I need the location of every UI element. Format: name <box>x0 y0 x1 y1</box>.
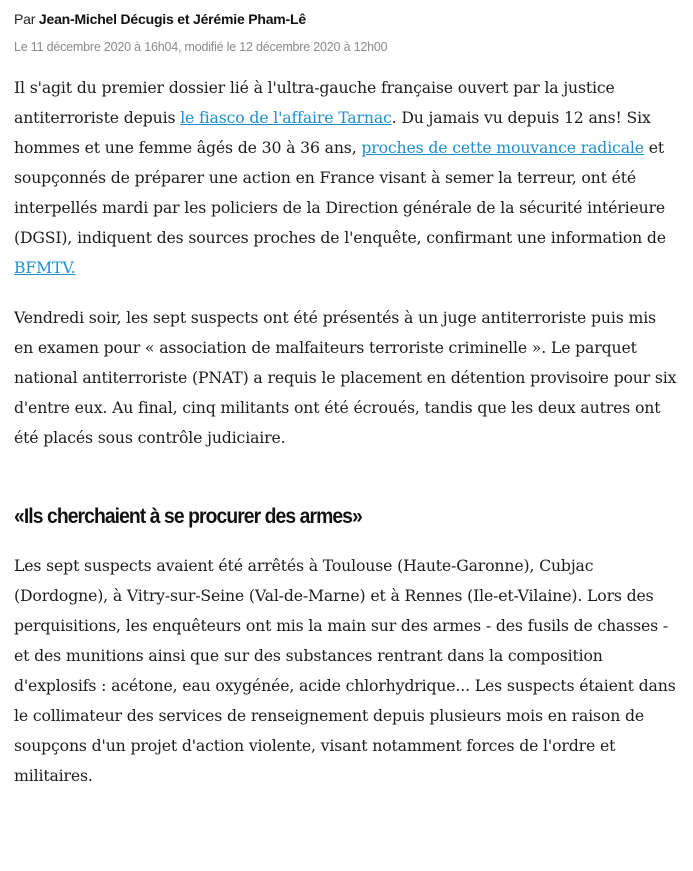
section-subheading: «Ils cherchaient à se procurer des armes» <box>14 505 362 528</box>
article <box>14 0 678 791</box>
paragraph-1-text-3: et soupçonnés de préparer une action en France visant à semer la terreur, ont été interpellés mardi par les policiers de la Direction générale de la sécurité intérieure (DGSI), indiquent des sources proches de l'enquête, confirmant une information de <box>14 138 666 247</box>
paragraph-1-text-1: Il s'agit du premier dossier lié à l'ultra-gauche française ouvert par la justice antiterroriste depuis <box>14 78 615 127</box>
paragraph-1-text-2: . Du jamais vu depuis 12 ans! Six hommes et une femme âgés de 30 à 36 ans, <box>14 108 651 157</box>
article-paragraph-3: Les sept suspects avaient été arrêtés à Toulouse (Haute-Garonne), Cubjac (Dordogne), à Vitry-sur-Seine (Val-de-Marne) et à Rennes (Ile-et-Vilaine). Lors des perquisitions, les enquêteurs ont mis la main sur des armes - des fusils de chasses - et des munitions ainsi que sur des substances rentrant dans la composition d'explosifs : acétone, eau oxygénée, acide chlorhydrique... Les suspects étaient dans le collimateur des services de renseignement depuis plusieurs mois en raison de soupçons d'un projet d'action violente, visant notamment forces de l'ordre et militaires. <box>14 556 676 785</box>
article-paragraph-2: Vendredi soir, les sept suspects ont été présentés à un juge antiterroriste puis mis en examen pour « association de malfaiteurs terroriste criminelle ». Le parquet national antiterroriste (PNAT) a requis le placement en détention provisoire pour six d'entre eux. Au final, cinq militants ont été écroués, tandis que les deux autres ont été placés sous contrôle judiciaire. <box>14 308 677 447</box>
link-affaire-tarnac[interactable]: le fiasco de l'affaire Tarnac <box>180 108 392 127</box>
publication-dateline: Le 11 décembre 2020 à 16h04, modifié le 12 décembre 2020 à 12h00 <box>14 40 388 54</box>
article-paragraph-1 <box>14 73 678 283</box>
byline-authors: Jean-Michel Décugis et Jérémie Pham-Lê <box>38 11 306 27</box>
byline-prefix: Par <box>14 11 39 27</box>
link-mouvance-radicale[interactable]: proches de cette mouvance radicale <box>361 138 644 157</box>
link-bfmtv[interactable]: BFMTV. <box>14 258 76 277</box>
byline <box>14 9 678 29</box>
